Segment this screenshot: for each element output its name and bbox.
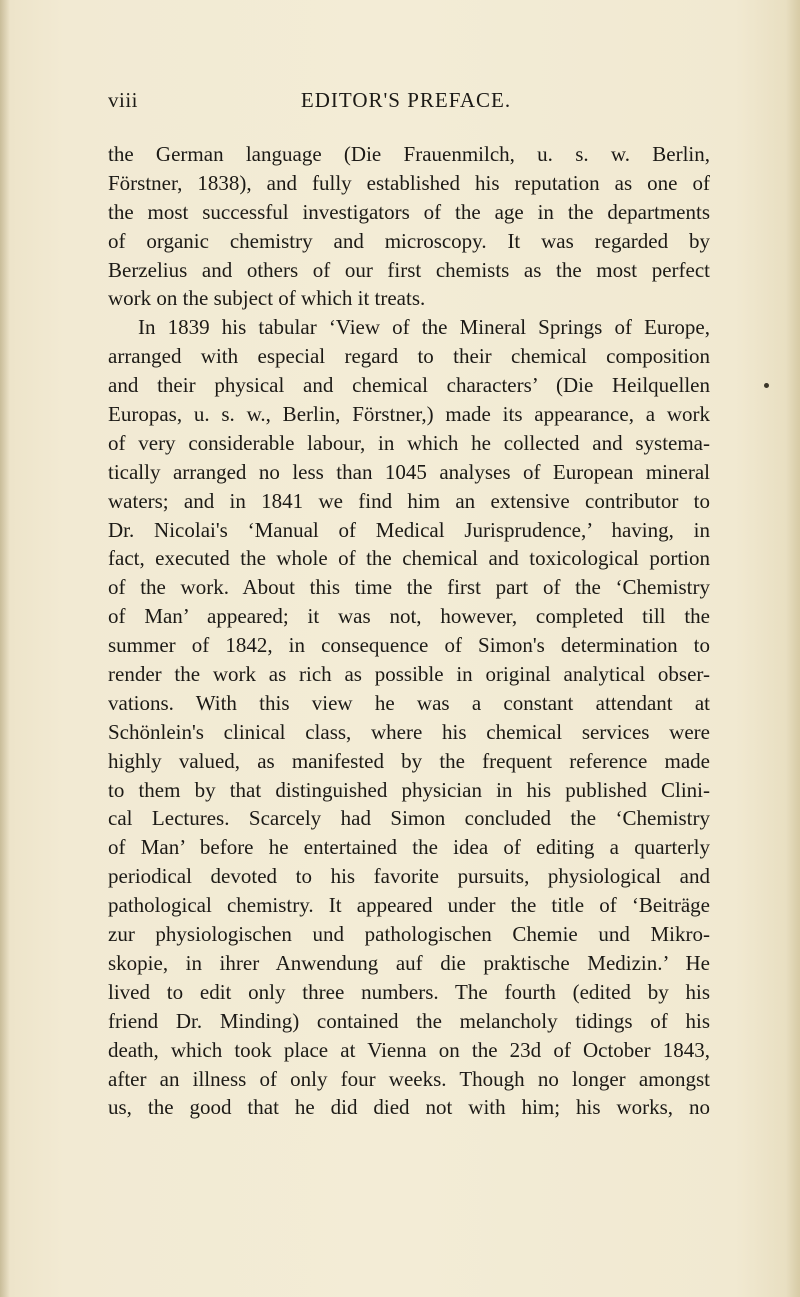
text-line: render the work as rich as possible in original analytical obser-	[108, 662, 710, 687]
text-line: of organic chemistry and microscopy. It was regarded by	[108, 228, 710, 253]
text-line: the German language (Die Frauenmilch, u. s. w. Berlin,	[108, 142, 710, 166]
page-gutter-shadow	[0, 0, 10, 1297]
text-line: of very considerable labour, in which he collected and systema-	[108, 430, 710, 455]
text-line: after an illness of only four weeks. Though no longer amongst	[108, 1066, 710, 1091]
text-line: work on the subject of which it treats.	[108, 286, 426, 311]
text-line: to them by that distinguished physician in his published Clini-	[108, 777, 710, 802]
text-line: and their physical and chemical characters’ (Die Heilquellen	[108, 373, 710, 398]
text-line: of Man’ before he entertained the idea of editing a quarterly	[108, 835, 710, 860]
body-text	[108, 140, 710, 1122]
text-line: Schönlein's clinical class, where his chemical services were	[108, 719, 710, 744]
text-line: zur physiologischen und pathologischen Chemie und Mikro-	[108, 922, 710, 947]
page-header	[108, 88, 704, 120]
text-line: the most successful investigators of the age in the departments	[108, 199, 710, 224]
running-head: EDITOR'S PREFACE.	[300, 88, 512, 112]
text-line: Förstner, 1838), and fully established his reputation as one of	[108, 170, 710, 195]
text-line: tically arranged no less than 1045 analyses of European mineral	[108, 459, 710, 484]
text-line: us, the good that he did died not with him; his works, no	[108, 1095, 710, 1120]
page-edge-shadow	[786, 0, 800, 1297]
text-line: pathological chemistry. It appeared under the title of ‘Beiträge	[108, 893, 710, 918]
text-line: highly valued, as manifested by the frequent reference made	[108, 748, 710, 773]
margin-dot-mark	[764, 383, 769, 388]
text-line: skopie, in ihrer Anwendung auf die praktische Medizin.’ He	[108, 950, 710, 975]
text-line: Berzelius and others of our first chemists as the most perfect	[108, 257, 710, 282]
text-line: friend Dr. Minding) contained the melancholy tidings of his	[108, 1008, 710, 1033]
text-line: of the work. About this time the first part of the ‘Chemistry	[108, 575, 710, 600]
text-line: fact, executed the whole of the chemical and toxicological portion	[108, 546, 710, 571]
text-line: cal Lectures. Scarcely had Simon concluded the ‘Chemistry	[108, 806, 710, 831]
page-number: viii	[108, 88, 139, 112]
text-line: vations. With this view he was a constant attendant at	[108, 690, 710, 715]
text-line: arranged with especial regard to their chemical composition	[108, 344, 710, 369]
text-line: periodical devoted to his favorite pursuits, physiological and	[108, 864, 710, 889]
text-line: death, which took place at Vienna on the 23d of October 1843,	[108, 1037, 710, 1062]
text-line: waters; and in 1841 we find him an extensive contributor to	[108, 488, 710, 513]
text-line: summer of 1842, in consequence of Simon's determination to	[108, 633, 710, 658]
text-line: of Man’ appeared; it was not, however, completed till the	[108, 604, 710, 629]
text-line: Dr. Nicolai's ‘Manual of Medical Jurisprudence,’ having, in	[108, 517, 710, 542]
paragraph-start-line: In 1839 his tabular ‘View of the Mineral Springs of Europe,	[138, 315, 710, 340]
text-line: Europas, u. s. w., Berlin, Förstner,) made its appearance, a work	[108, 402, 710, 427]
text-line: lived to edit only three numbers. The fourth (edited by his	[108, 979, 710, 1004]
